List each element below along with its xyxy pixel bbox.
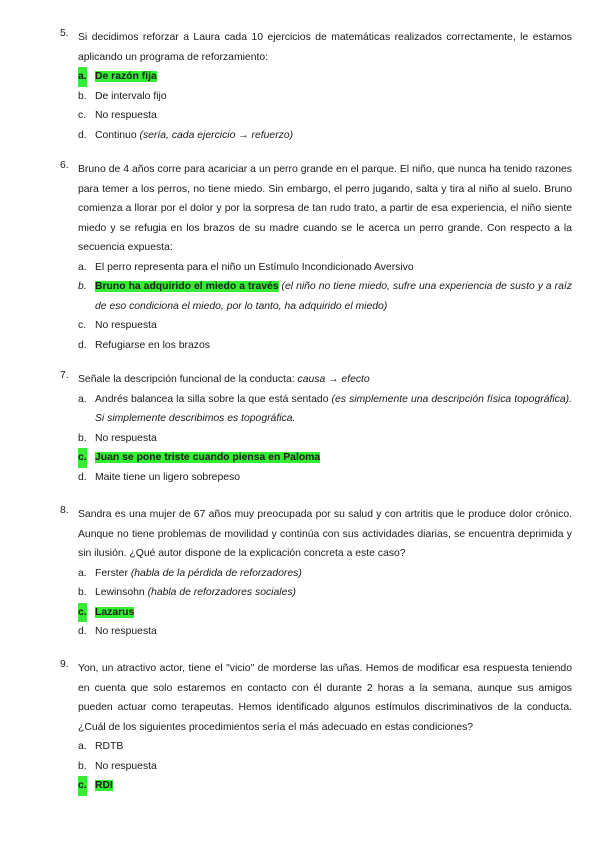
- option-d: [78, 622, 572, 642]
- option-note: (habla de la pérdida de reforzadores): [130, 567, 302, 579]
- question-text: Sandra es una mujer de 67 años muy preocupada por su salud y con artritis que le produce dolor crónico. Aunque no tiene problemas de movilidad y continúa con sus actividades diarias, se encuentra deprimida y sin ilusión. ¿Qué autor dispone de la explicación concreta a este caso?: [78, 509, 572, 559]
- option-label: Andrés balancea la silla sobre la que está sentado: [95, 393, 329, 405]
- option-letter: d.: [78, 471, 87, 483]
- question-text-main: Señale la descripción funcional de la conducta:: [78, 374, 298, 385]
- option-letter: a.: [78, 741, 87, 752]
- option-label: Ferster: [95, 567, 128, 579]
- option-d: [78, 126, 572, 146]
- option-letter: a.: [78, 261, 87, 273]
- option-a: [78, 67, 572, 87]
- option-label: RDTB: [95, 741, 124, 752]
- option-label: Refugiarse en los brazos: [95, 339, 210, 351]
- option-note: (habla de reforzadores sociales): [147, 587, 297, 598]
- option-a: [78, 737, 572, 757]
- option-label-correct: Lazarus: [95, 606, 135, 618]
- option-note: (sería, cada ejercicio → refuerzo): [139, 129, 294, 141]
- option-label: No respuesta: [95, 626, 157, 637]
- option-d: [78, 468, 572, 488]
- question-text-italic: causa → efecto: [297, 374, 370, 385]
- question-number: 6.: [60, 160, 69, 171]
- option-letter: c.: [78, 776, 87, 796]
- option-a: [78, 258, 572, 278]
- option-a: [78, 390, 572, 429]
- question-text: Bruno de 4 años corre para acariciar a un perro grande en el parque. El niño, que nunca ha tenido razones para temer a los perros, no tiene miedo. Sin embargo, el perro jugando, salta y tira al niño al suelo. Bruno comienza a llorar por el dolor y por la sorpresa de tan rudo trato, a partir de esa experiencia, el niño siente miedo y se refugia en los brazos de su madre cuando se le acerca un perro grande. Con respecto a la secuencia expuesta:: [78, 164, 572, 253]
- option-c: [78, 106, 572, 126]
- option-label-correct: Bruno ha adquirido el miedo a través: [95, 281, 279, 292]
- option-letter: c.: [78, 603, 87, 623]
- question-9: [60, 659, 572, 796]
- option-label: No respuesta: [95, 110, 157, 121]
- question-number: 9.: [60, 659, 69, 670]
- option-a: [78, 564, 572, 584]
- option-label: No respuesta: [95, 432, 157, 444]
- question-number: 7.: [60, 370, 69, 381]
- option-label: Maite tiene un ligero sobrepeso: [95, 471, 240, 483]
- options-list: [78, 67, 572, 145]
- option-c: [78, 316, 572, 336]
- options-list: [78, 258, 572, 356]
- option-letter: a.: [78, 67, 87, 87]
- question-number: 8.: [60, 505, 69, 516]
- question-8: [60, 505, 572, 642]
- question-7: [60, 370, 572, 487]
- option-label: Continuo: [95, 129, 137, 141]
- question-text: [78, 370, 572, 390]
- option-letter: c.: [78, 110, 87, 121]
- question-number: 5.: [60, 28, 69, 39]
- option-letter: a.: [78, 567, 87, 579]
- option-letter: b.: [78, 281, 87, 292]
- option-label: No respuesta: [95, 760, 157, 772]
- option-label: Lewinsohn: [95, 587, 145, 598]
- option-letter: c.: [78, 320, 87, 331]
- option-label: El perro representa para el niño un Estímulo Incondicionado Aversivo: [95, 261, 414, 273]
- option-letter: d.: [78, 129, 87, 141]
- question-5: [60, 28, 572, 145]
- options-list: [78, 564, 572, 642]
- option-c: [78, 603, 572, 623]
- option-c: [78, 776, 572, 796]
- option-d: [78, 336, 572, 356]
- option-label: No respuesta: [95, 320, 157, 331]
- option-c: [78, 448, 572, 468]
- option-letter: b.: [78, 587, 87, 598]
- option-b: [78, 87, 572, 107]
- option-letter: b.: [78, 432, 87, 444]
- options-list: [78, 390, 572, 488]
- option-label-correct: RDI: [95, 780, 113, 791]
- option-b: [78, 757, 572, 777]
- option-letter: c.: [78, 448, 87, 468]
- option-b: [78, 429, 572, 449]
- option-letter: d.: [78, 339, 87, 351]
- question-text: Si decidimos reforzar a Laura cada 10 ejercicios de matemáticas realizados correctamente, le estamos aplicando un programa de reforzamiento:: [78, 32, 572, 63]
- option-label-correct: Juan se pone triste cuando piensa en Paloma: [95, 452, 321, 463]
- option-b: [78, 583, 572, 603]
- option-letter: a.: [78, 393, 87, 405]
- option-letter: d.: [78, 626, 87, 637]
- options-list: [78, 737, 572, 796]
- question-text: Yon, un atractivo actor, tiene el "vicio" de morderse las uñas. Hemos de modificar esa respuesta teniendo en cuenta que solo estaremos en contacto con él durante 2 horas a la semana, aunque sus amigos pueden actuar como terapeutas. Hemos identificado algunos estímulos discriminativos de la conducta. ¿Cuál de los siguientes procedimientos sería el más adecuado en estas condiciones?: [78, 663, 572, 733]
- option-note: (es simplemente una descripción física topográfica). Si simplemente describimos es topográfica.: [95, 393, 572, 424]
- option-label-correct: De razón fija: [95, 71, 157, 82]
- option-letter: b.: [78, 760, 87, 772]
- option-b: [78, 277, 572, 316]
- option-letter: b.: [78, 90, 87, 102]
- option-note: (el niño no tiene miedo, sufre una experiencia de susto y a raíz de eso condiciona el miedo, por lo tanto, ha adquirido el miedo): [95, 281, 572, 312]
- question-6: [60, 160, 572, 355]
- option-label: De intervalo fijo: [95, 90, 167, 102]
